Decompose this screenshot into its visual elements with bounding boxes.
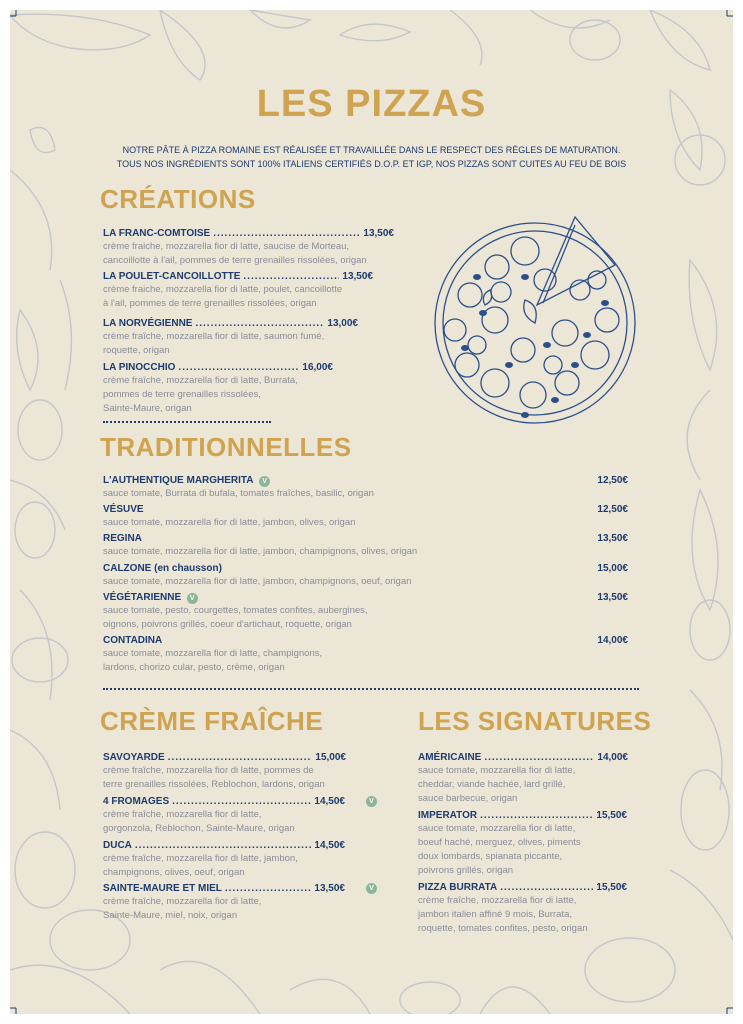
item-price: 15,50€	[596, 810, 627, 821]
item-description: roquette, tomates confites, pesto, origan	[418, 923, 588, 934]
menu-item	[103, 270, 373, 311]
page-title: LES PIZZAS	[256, 83, 487, 125]
menu-item	[103, 474, 628, 501]
item-price: 13,50€	[597, 592, 628, 603]
menu-item	[418, 881, 627, 936]
item-description: crème fraîche, mozzarella fior di latte, Burrata,	[103, 375, 298, 386]
item-description: terre grenailles rissolées, Reblochon, lardons, origan	[103, 779, 325, 790]
dot-leader	[243, 270, 339, 283]
item-name: LA FRANC-COMTOISE	[103, 228, 211, 239]
menu-item	[103, 532, 628, 559]
menu-item	[103, 882, 345, 923]
item-name: REGINA	[103, 533, 142, 544]
item-description: boeuf haché, merguez, olives, piments	[418, 837, 581, 848]
item-name: VÉGÉTARIENNE	[103, 592, 182, 603]
item-description: sauce barbecue, origan	[418, 793, 518, 804]
item-price: 15,00€	[597, 563, 628, 574]
dot-leader	[213, 227, 360, 240]
item-description: sauce tomate, pesto, courgettes, tomates confites, aubergines,	[103, 605, 368, 616]
item-description: crème fraiche, mozzarella fior di latte, poulet, cancoillotte	[103, 284, 343, 295]
menu-item	[103, 634, 628, 675]
item-name: SAVOYARDE	[103, 752, 165, 763]
item-name: LA NORVÉGIENNE	[103, 318, 193, 329]
item-description: Sainte-Maure, miel, noix, origan	[103, 910, 238, 921]
intro-text	[60, 143, 683, 171]
item-description: sauce tomate, mozzarella fior di latte,	[418, 765, 576, 776]
item-name: SAINTE-MAURE ET MIEL	[103, 883, 222, 894]
section-title-creations: CRÉATIONS	[100, 184, 256, 214]
item-name: LA POULET-CANCOILLOTTE	[103, 271, 241, 282]
item-description: sauce tomate, mozzarella fior di latte, champignons,	[103, 648, 323, 659]
vegetarian-icon: V	[366, 883, 377, 894]
menu-item	[103, 795, 345, 836]
item-price: 14,50€	[314, 840, 345, 851]
item-description: sauce tomate, Burrata di bufala, tomates fraîches, basilic, origan	[103, 488, 374, 499]
item-description: sauce tomate, mozzarella fior di latte, jambon, champignons, olives, origan	[103, 546, 418, 557]
item-name: L'AUTHENTIQUE MARGHERITA	[103, 475, 254, 486]
item-price: 15,50€	[596, 882, 627, 893]
item-description: lardons, chorizo cular, pesto, crème, origan	[103, 662, 285, 673]
item-name: AMÉRICAINE	[418, 752, 482, 763]
menu-item	[103, 317, 358, 358]
item-price: 15,00€	[315, 752, 346, 763]
item-description: sauce tomate, mozzarella fior di latte, jambon, olives, origan	[103, 517, 356, 528]
item-description: crème fraîche, mozzarella fior di latte, pommes de	[103, 765, 314, 776]
menu-item	[103, 839, 345, 880]
item-description: crème fraîche, mozzarella fior di latte,	[103, 896, 262, 907]
item-price: 13,00€	[327, 318, 358, 329]
dot-leader	[195, 317, 324, 330]
item-price: 13,50€	[314, 883, 345, 894]
item-price: 12,50€	[597, 504, 628, 515]
vegetarian-icon: V	[366, 796, 377, 807]
menu-item	[103, 503, 628, 530]
section-title-traditionnelles: TRADITIONNELLES	[100, 432, 352, 462]
item-description: cheddar, viande hachée, lard grillé,	[418, 779, 566, 790]
item-description: sauce tomate, mozzarella fior di latte, jambon, champignons, oeuf, origan	[103, 576, 412, 587]
item-price: 14,00€	[597, 635, 628, 646]
dot-leader	[480, 809, 593, 822]
dot-leader	[135, 839, 312, 852]
item-price: 16,00€	[302, 362, 333, 373]
menu-item	[103, 562, 628, 589]
item-description: poivrons grillés, origan	[418, 865, 514, 876]
intro-line: TOUS NOS INGRÉDIENTS SONT 100% ITALIENS CERTIFIÉS D.O.P. ET IGP, NOS PIZZAS SONT CUITES AU FEU DE BOIS	[116, 159, 627, 169]
item-description: champignons, olives, oeuf, origan	[103, 867, 245, 878]
dotted-divider	[103, 421, 271, 423]
intro-line: NOTRE PÂTE À PIZZA ROMAINE EST RÉALISÉE ET TRAVAILLÉE DANS LE RESPECT DES RÈGLES DE MATURATION.	[122, 145, 621, 155]
dot-leader	[225, 882, 312, 895]
section-title-signatures: LES SIGNATURES	[418, 706, 652, 736]
menu-item	[103, 227, 394, 268]
item-price: 13,50€	[597, 533, 628, 544]
item-description: gorgonzola, Reblochon, Sainte-Maure, origan	[103, 823, 295, 834]
item-price: 14,00€	[597, 752, 628, 763]
item-description: crème fraîche, mozzarella fior di latte,	[103, 809, 262, 820]
item-description: sauce tomate, mozzarella fior di latte,	[418, 823, 576, 834]
dot-leader	[178, 361, 299, 374]
menu-item	[103, 361, 333, 416]
item-description: cancoillotte à l'ail, pommes de terre grenailles rissolées, origan	[103, 255, 367, 266]
vegetarian-icon: V	[259, 476, 270, 487]
item-price: 13,50€	[363, 228, 394, 239]
item-price: 12,50€	[597, 475, 628, 486]
dotted-divider	[103, 688, 639, 690]
item-description: crème fraiche, mozzarella fior di latte, saucise de Morteau,	[103, 241, 350, 252]
item-name: 4 FROMAGES	[103, 796, 170, 807]
item-name: LA PINOCCHIO	[103, 362, 176, 373]
vegetarian-icon: V	[187, 593, 198, 604]
item-price: 14,50€	[314, 796, 345, 807]
item-name: CONTADINA	[103, 635, 163, 646]
item-description: crème fraîche, mozzarella fior di latte, saumon fumé,	[103, 331, 325, 342]
item-description: oignons, poivrons grillés, coeur d'artichaut, roquette, origan	[103, 619, 352, 630]
item-description: Sainte-Maure, origan	[103, 403, 192, 414]
item-description: à l'ail, pommes de terre grenailles rissolées, origan	[103, 298, 317, 309]
menu-item	[103, 591, 628, 632]
dot-leader	[500, 881, 593, 894]
item-price: 13,50€	[342, 271, 373, 282]
item-name: PIZZA BURRATA	[418, 882, 498, 893]
item-description: crème fraîche, mozzarella fior di latte,	[418, 895, 577, 906]
item-description: pommes de terre grenailles rissolées,	[103, 389, 261, 400]
item-name: DUCA	[103, 840, 132, 851]
dot-leader	[168, 751, 313, 764]
item-description: doux lombards, spianata piccante,	[418, 851, 563, 862]
menu-item	[103, 751, 346, 792]
item-description: roquette, origan	[103, 345, 170, 356]
item-name: IMPERATOR	[418, 810, 478, 821]
item-name: VÉSUVE	[103, 504, 144, 515]
dot-leader	[484, 751, 594, 764]
dot-leader	[172, 795, 311, 808]
item-description: crème fraîche, mozzarella fior di latte, jambon,	[103, 853, 298, 864]
item-description: jambon italien affiné 9 mois, Burrata,	[418, 909, 573, 920]
section-title-creme-fraiche: CRÈME FRAÎCHE	[100, 706, 324, 736]
menu-item	[418, 751, 628, 806]
item-name: CALZONE (en chausson)	[103, 563, 222, 574]
menu-item	[418, 809, 627, 878]
